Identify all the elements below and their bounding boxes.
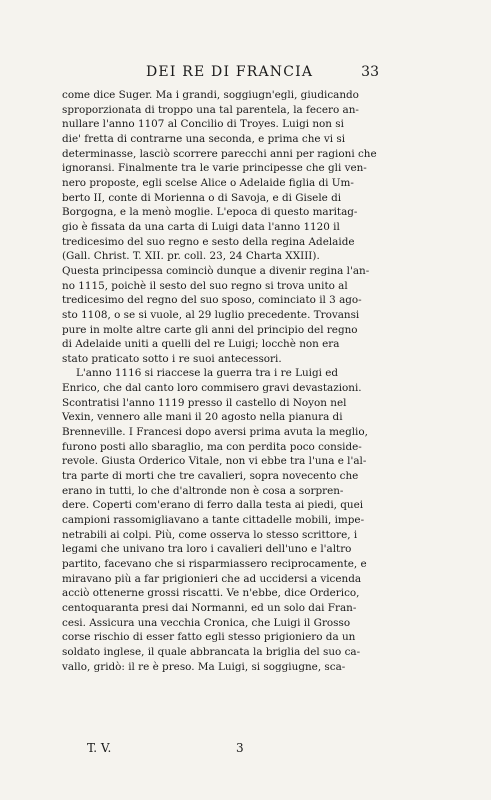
gathering-number: 3 [236, 741, 244, 755]
text-line: Borgogna, e la menò moglie. L'epoca di questo maritag- [62, 206, 358, 219]
text-line: campioni rassomigliavano a tante cittadelle mobili, impe- [62, 514, 365, 527]
page-footer [0, 741, 491, 759]
text-line: furono posti allo sbaraglio, ma con perdita poco conside- [62, 440, 362, 453]
text-line: (Gall. Christ. T. XII. pr. coll. 23, 24 Charta XXIII). [62, 250, 320, 263]
text-line: sto 1108, o se si vuole, al 29 luglio precedente. Trovansi [62, 308, 360, 321]
text-line: erano in tutti, lo che d'altronde non è cosa a sorpren- [62, 484, 344, 497]
text-line: tredicesimo del suo regno e sesto della regina Adelaide [62, 235, 355, 248]
text-line: Questa principessa cominciò dunque a divenir regina l'an- [62, 264, 370, 277]
volume-signature: T. V. [87, 741, 112, 755]
text-line: miravano più a far prigionieri che ad uccidersi a vicenda [62, 572, 362, 585]
text-line: come dice Suger. Ma i grandi, soggiugn'egli, giudicando [62, 89, 359, 101]
text-line: netrabili ai colpi. Più, come osserva lo stesso scrittore, i [62, 528, 358, 541]
body-text [62, 88, 382, 674]
text-line: determinasse, lasciò scorrere parecchi anni per ragioni che [62, 147, 377, 160]
text-line: nero proposte, egli scelse Alice o Adelaide figlia di Um- [62, 176, 354, 189]
text-line: Scontratisi l'anno 1119 presso il castello di Noyon nel [62, 396, 347, 409]
text-line: stato praticato sotto i re suoi antecessori. [62, 352, 282, 365]
text-line: pure in molte altre carte gli anni del principio del regno [62, 323, 358, 336]
running-title: DEI RE DI FRANCIA [146, 64, 314, 80]
text-line: acciò ottenerne grossi riscatti. Ve n'ebbe, dice Orderico, [62, 587, 360, 600]
text-line: revole. Giusta Orderico Vitale, non vi ebbe tra l'una e l'al- [62, 455, 367, 468]
text-line: tredicesimo del regno del suo sposo, cominciato il 3 ago- [62, 294, 362, 307]
text-line: dere. Coperti com'erano di ferro dalla testa ai piedi, quei [62, 499, 364, 512]
page-header [0, 64, 491, 84]
paragraph-first-line: L'anno 1116 si riaccese la guerra tra i re Luigi ed [76, 367, 339, 380]
text-line: corse rischio di esser fatto egli stesso prigioniero da un [62, 631, 356, 644]
text-line: no 1115, poichè il sesto del suo regno si trova unito al [62, 279, 348, 292]
text-line: di Adelaide uniti a quelli del re Luigi; locchè non era [62, 338, 340, 351]
text-line: cesi. Assicura una vecchia Cronica, che Luigi il Grosso [62, 616, 351, 629]
text-line: Vexin, vennero alle mani il 20 agosto nella pianura di [62, 411, 343, 424]
text-line: vallo, gridò: il re è preso. Ma Luigi, si soggiugne, sca- [62, 660, 346, 673]
page-number: 33 [361, 64, 379, 80]
text-line: berto II, conte di Morienna o di Savoja, e di Gisele di [62, 191, 342, 204]
text-line: die' fretta di contrarne una seconda, e prima che vi si [62, 132, 346, 145]
text-line: soldato inglese, il quale abbrancata la briglia del suo ca- [62, 645, 361, 658]
text-line: partito, facevano che si risparmiassero reciprocamente, e [62, 558, 367, 570]
text-line: sproporzionata di troppo una tal parentela, la fecero an- [62, 103, 359, 116]
text-line: Enrico, che dal canto loro commisero gravi devastazioni. [62, 382, 362, 395]
text-line: ignoransi. Finalmente tra le varie principesse che gli ven- [62, 162, 367, 175]
text-line: tra parte di morti che tre cavalieri, sopra novecento che [62, 470, 359, 483]
text-line: centoquaranta presi dai Normanni, ed un solo dai Fran- [62, 601, 357, 614]
text-line: nullare l'anno 1107 al Concilio di Troyes. Luigi non si [62, 118, 344, 131]
text-line: gio è fissata da una carta di Luigi data l'anno 1120 il [62, 220, 340, 233]
text-line: legami che univano tra loro i cavalieri dell'uno e l'altro [62, 543, 352, 556]
text-line: Brenneville. I Francesi dopo aversi prima avuta la meglio, [62, 426, 368, 439]
